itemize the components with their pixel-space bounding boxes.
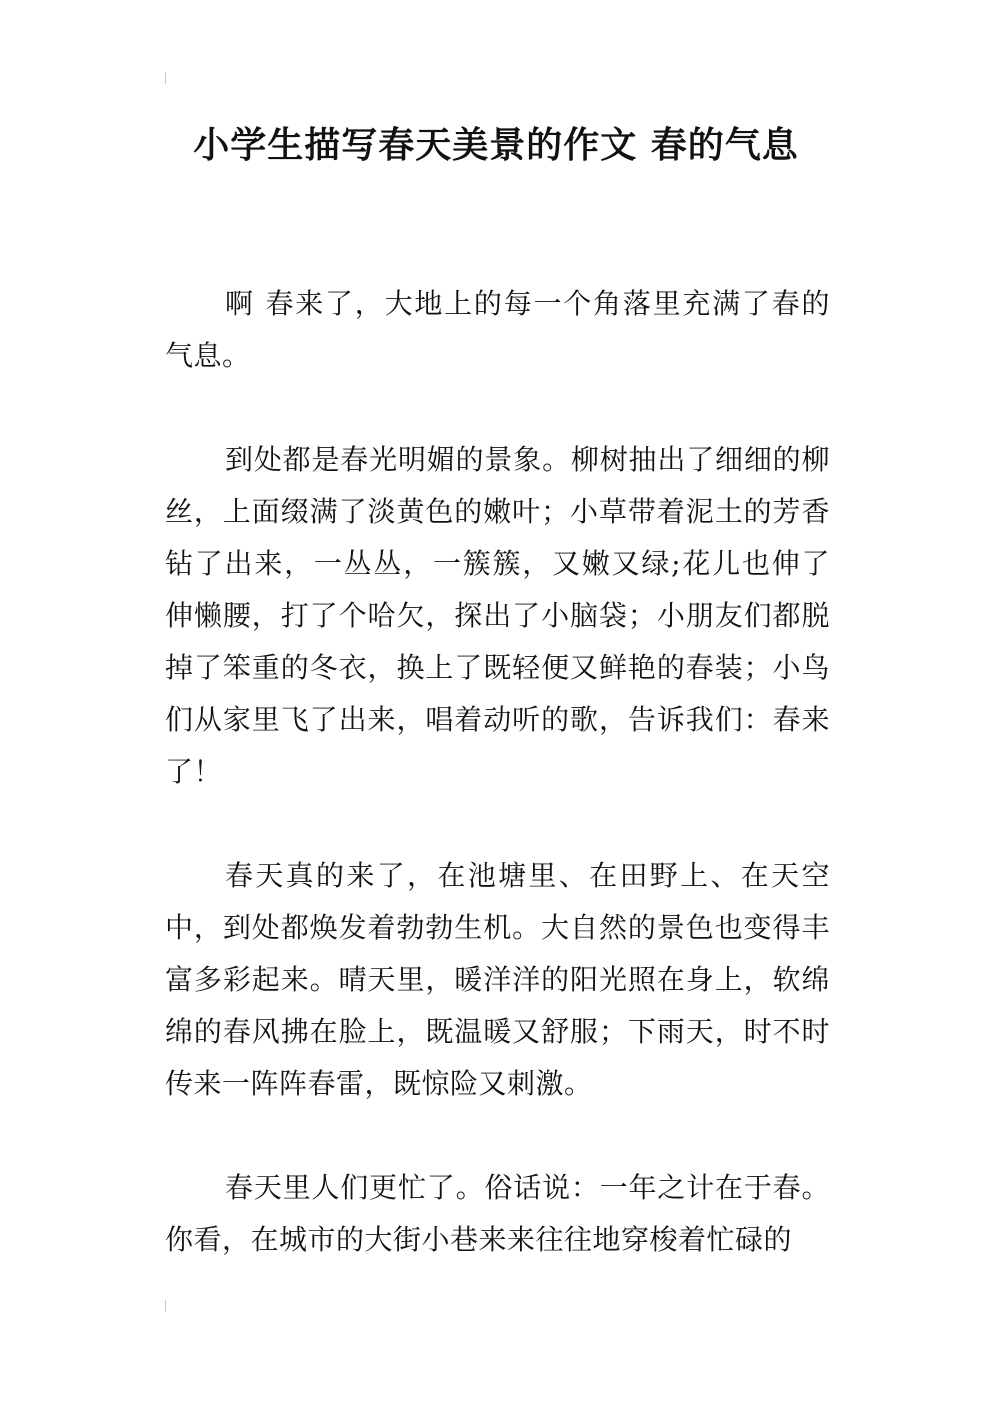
document-title: 小学生描写春天美景的作文 春的气息 [193, 125, 799, 166]
paragraph-1: 啊 春来了，大地上的每一个角落里充满了春的气息。 [165, 287, 830, 372]
bottom-margin-mark [165, 1300, 166, 1312]
paragraph-2: 到处都是春光明媚的景象。柳树抽出了细细的柳丝，上面缀满了淡黄色的嫩叶；小草带着泥土的芳香钻了出来，一丛丛，一簇簇，又嫩又绿;花儿也伸了伸懒腰，打了个哈欠，探出了小脑袋；小朋友们都脱掉了笨重的冬衣，换上了既轻便又鲜艳的春装；小鸟们从家里飞了出来，唱着动听的歌，告诉我们：春来了！ [165, 443, 830, 788]
document-body [165, 278, 830, 1266]
top-margin-mark [165, 72, 166, 84]
paragraph-3: 春天真的来了，在池塘里、在田野上、在天空中，到处都焕发着勃勃生机。大自然的景色也变得丰富多彩起来。晴天里，暖洋洋的阳光照在身上，软绵绵的春风拂在脸上，既温暖又舒服；下雨天，时不时传来一阵阵春雷，既惊险又刺激。 [165, 859, 830, 1100]
paragraph-4: 春天里人们更忙了。俗话说：一年之计在于春。你看，在城市的大街小巷来来往往地穿梭着忙碌的 [165, 1171, 830, 1256]
